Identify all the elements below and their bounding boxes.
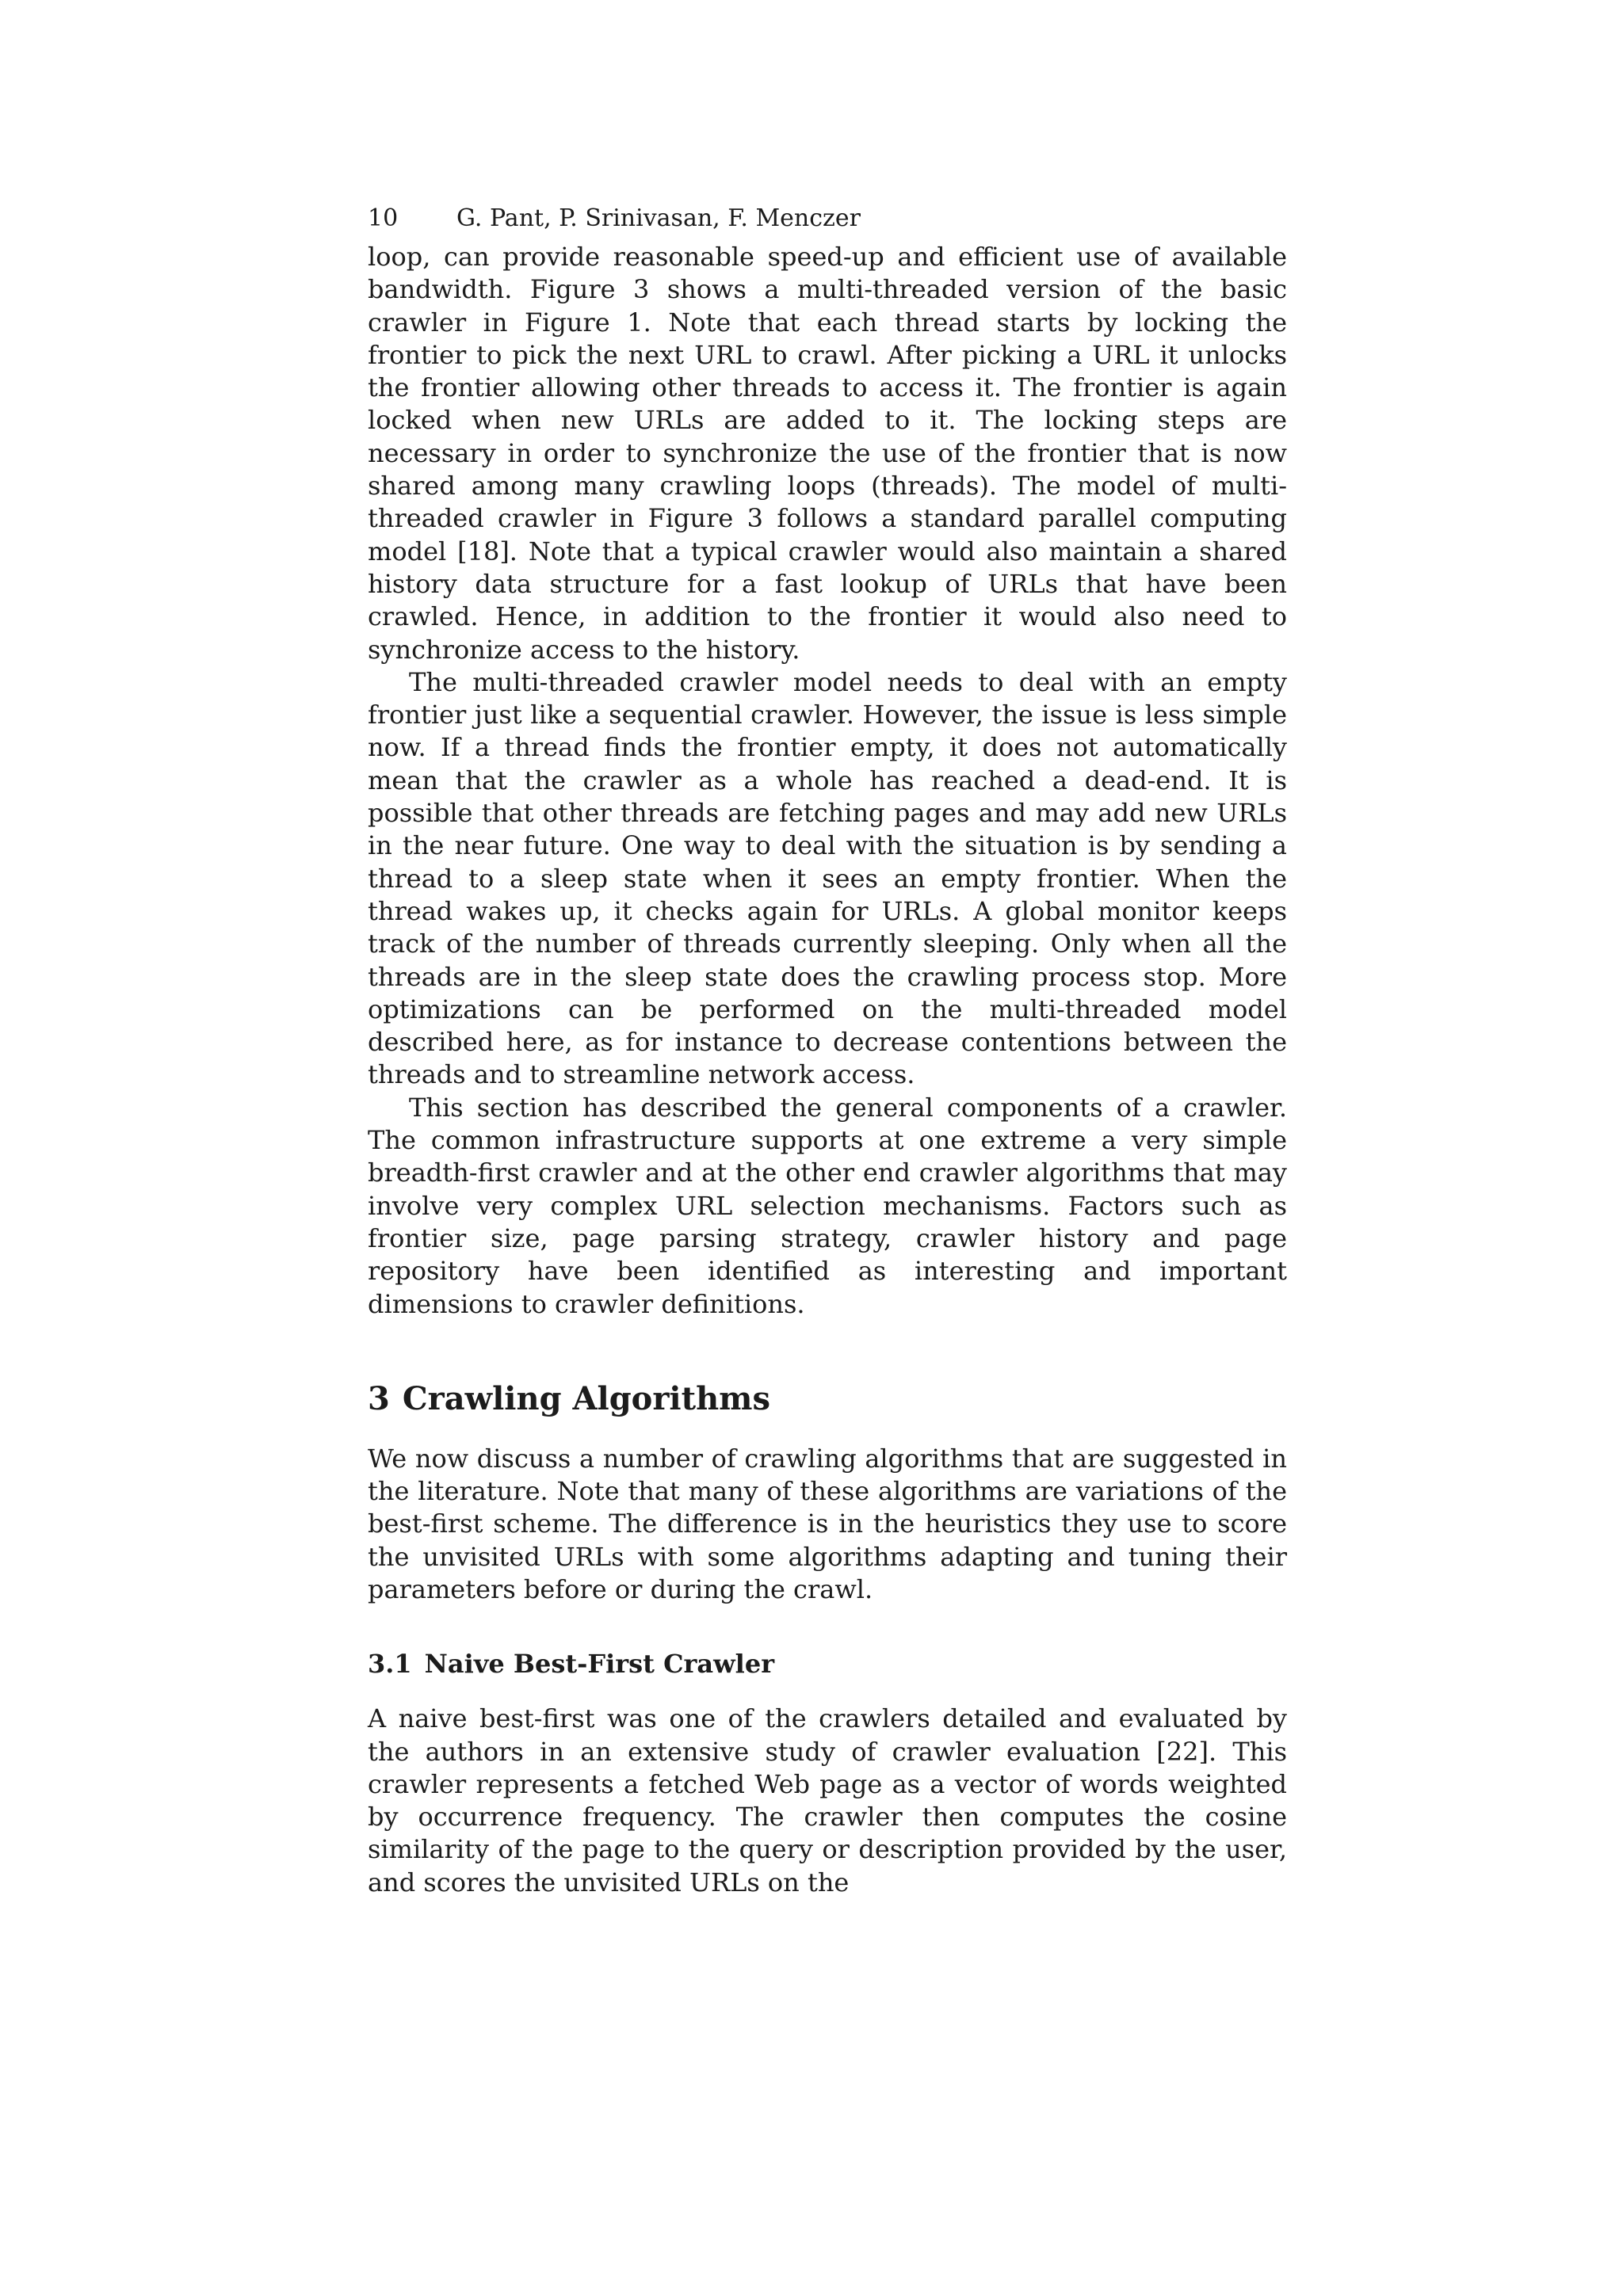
page-number: 10 <box>368 204 399 232</box>
subsection-heading <box>368 1647 1287 1680</box>
section-number: 3 <box>368 1379 390 1417</box>
running-head <box>368 203 1287 235</box>
subsection-paragraph: A naive best-first was one of the crawlers detailed and evaluated by the authors in an extensive study of crawler evaluation [22]. This crawler represents a fetched Web page as a vector of words weighted by occurrence frequency. The crawler then computes the cosine similarity of the page to the query or description provided by the user, and scores the unvisited URLs on the <box>368 1703 1287 1897</box>
subsection-title: Naive Best-First Crawler <box>424 1649 775 1680</box>
body-paragraph-2: The multi-threaded crawler model needs to deal with an empty frontier just like a sequential crawler. However, the issue is less simple now. If a thread finds the frontier empty, it does not automatically mean that the crawler as a whole has reached a dead-end. It is possible that other threads are fetching pages and may add new URLs in the near future. One way to deal with the situation is by sending a thread to a sleep state when it sees an empty frontier. When the thread wakes up, it checks again for URLs. A global monitor keeps track of the number of threads currently sleeping. Only when all the threads are in the sleep state does the crawling process stop. More optimizations can be performed on the multi-threaded model described here, as for instance to decrease contentions between the threads and to streamline network access. <box>368 666 1287 1090</box>
subsection-number: 3.1 <box>368 1649 412 1680</box>
paper-page <box>368 203 1287 1899</box>
running-head-authors: G. Pant, P. Srinivasan, F. Menczer <box>456 204 861 232</box>
body-paragraph-3: This section has described the general components of a crawler. The common infrastructure supports at one extreme a very simple breadth-first crawler and at the other end crawler algorithms that may involve very complex URL selection mechanisms. Factors such as frontier size, page parsing strategy, crawler history and page repository have been identified as interesting and important dimensions to crawler definitions. <box>368 1092 1287 1319</box>
section-title: Crawling Algorithms <box>402 1379 771 1417</box>
body-paragraph-1: loop, can provide reasonable speed-up and efficient use of available bandwidth. Figure 3 shows a multi-threaded version of the basic crawler in Figure 1. Note that each thread starts by locking the frontier to pick the next URL to crawl. After picking a URL it unlocks the frontier allowing other threads to access it. The frontier is again locked when new URLs are added to it. The locking steps are necessary in order to synchronize the use of the frontier that is now shared among many crawling loops (threads). The model of multi-threaded crawler in Figure 3 follows a standard parallel computing model [18]. Note that a typical crawler would also maintain a shared history data structure for a fast lookup of URLs that have been crawled. Hence, in addition to the frontier it would also need to synchronize access to the history. <box>368 242 1287 665</box>
section-intro-paragraph: We now discuss a number of crawling algorithms that are suggested in the literature. Note that many of these algorithms are variations of the best-first scheme. The difference is in the heuristics they use to score the unvisited URLs with some algorithms adapting and tuning their parameters before or during the crawl. <box>368 1443 1287 1604</box>
section-heading <box>368 1379 1287 1419</box>
